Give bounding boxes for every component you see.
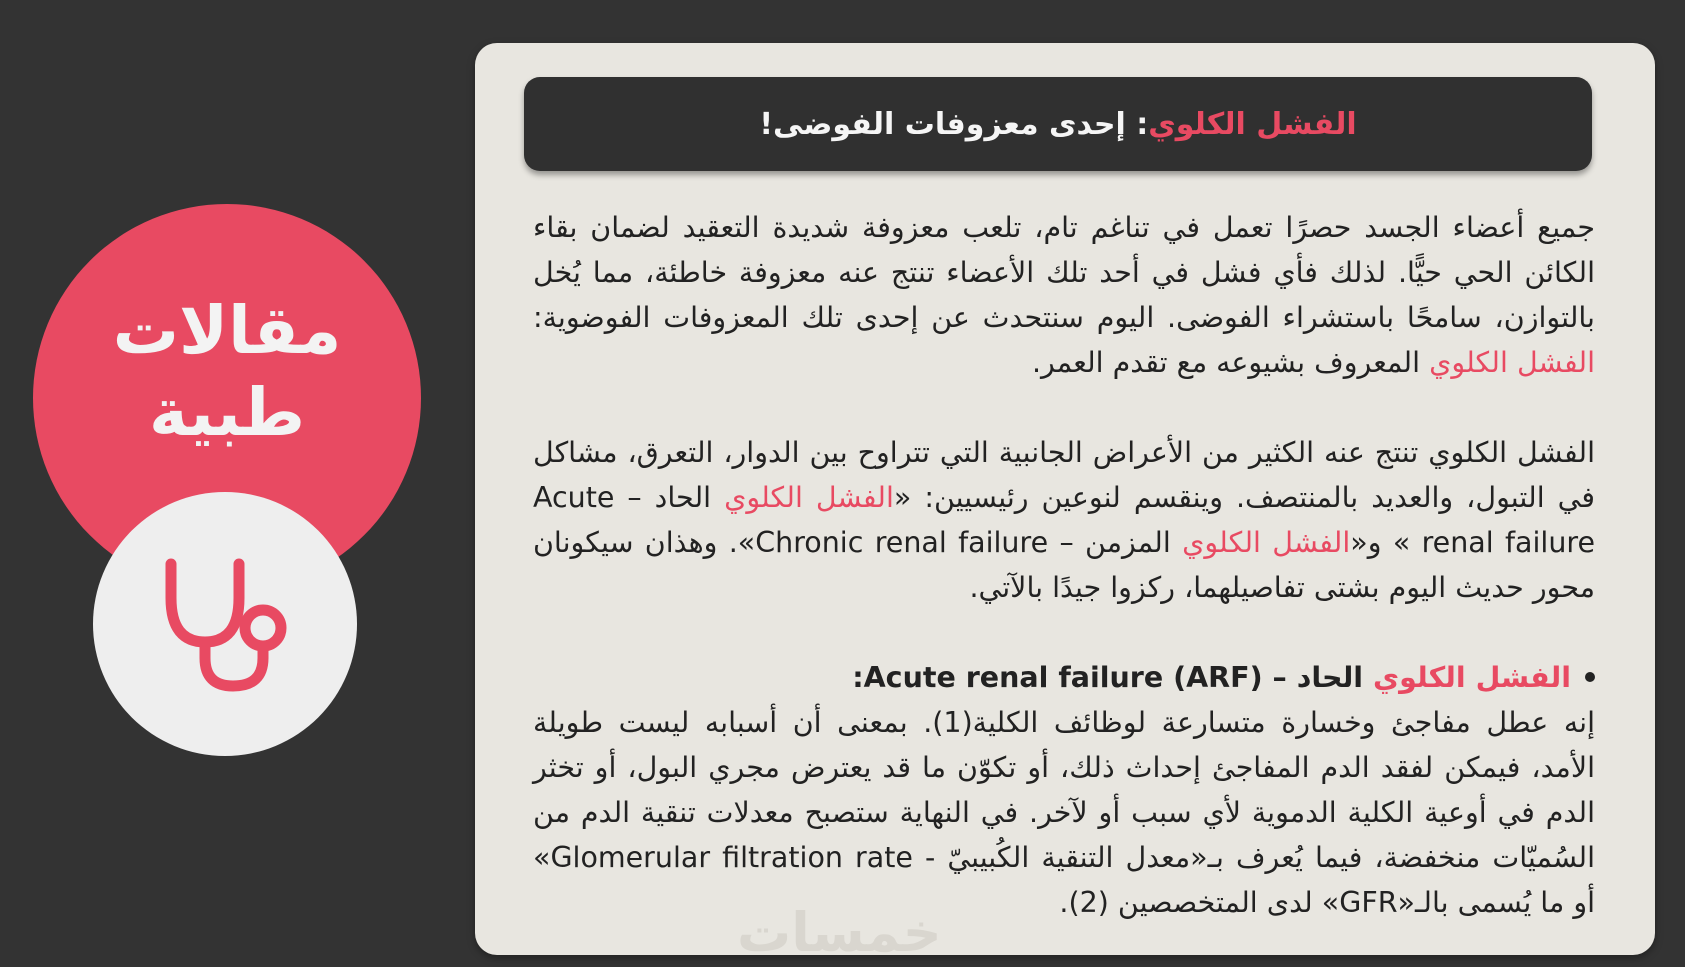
bullet-dot [1585, 672, 1595, 682]
intro-paragraph [533, 205, 1595, 385]
intro-text-2: المعروف بشيوعه مع تقدم العمر. [1031, 346, 1430, 379]
section-heading [533, 655, 1595, 700]
types-text-3: المزمن – Chronic renal failure». وهذان سيكونان محور حديث اليوم بشتى تفاصيلهما، ركزوا جيدًا بالآتي. [533, 526, 1595, 604]
types-text-2: الحاد – Acute renal failure » و« [533, 481, 1596, 559]
title-highlight: الفشل الكلوي [1148, 106, 1357, 142]
title-text: : إحدى معزوفات الفوضى! [759, 106, 1149, 142]
intro-text-1: جميع أعضاء الجسد حصرًا تعمل في تناغم تام، تلعب معزوفة شديدة التعقيد لضمان بقاء الكائن الحي حيًّا. لذلك فأي فشل في أحد تلك الأعضاء تنتج عنه معزوفة خاطئة، مما يُخل بالتوازن، سامحًا باستشراء الفوضى. اليوم سنتحدث عن إحدى تلك المعزوفات الفوضوية: [533, 211, 1595, 334]
section-body: إنه عطل مفاجئ وخسارة متسارعة لوظائف الكلية(1). بمعنى أن أسبابه ليست طويلة الأمد، فيمكن لفقد الدم المفاجئ إحداث ذلك، أو تكوّن ما قد يعترض مجري البول، أو تخثر الدم في أوعية الكلية الدموية لأي سبب أو لآخر. في النهاية ستصبح معدلات تنقية الدم من السُميّات منخفضة، فيما يُعرف بـ«معدل التنقية الكُبيبيّ - Glomerular filtration rate» أو ما يُسمى بالـ«GFR» لدى المتخصصين (2). [533, 706, 1595, 919]
icon-circle [93, 492, 357, 756]
types-paragraph [533, 430, 1595, 610]
badge-line-2: طبية [148, 374, 306, 451]
types-highlight-2: الفشل الكلوي [1182, 526, 1351, 559]
types-highlight-1: الفشل الكلوي [724, 481, 894, 514]
intro-highlight: الفشل الكلوي [1429, 346, 1595, 379]
badge-title [33, 290, 421, 454]
article-card [475, 43, 1655, 964]
types-text-1: الفشل الكلوي تنتج عنه الكثير من الأعراض الجانبية التي تتراوح بين الدوار، التعرق، مشاكل في التبول، والعديد بالمنتصف. وينقسم لنوعين رئيسيين: « [533, 436, 1595, 514]
article-title [524, 77, 1592, 171]
section-heading-text: الحاد – Acute renal failure (ARF): [852, 661, 1373, 694]
section-highlight: الفشل الكلوي [1372, 661, 1571, 694]
stethoscope-icon [153, 546, 293, 696]
article-body [533, 205, 1595, 925]
watermark: خمسات [737, 901, 942, 964]
badge-line-1: مقالات [112, 292, 342, 369]
